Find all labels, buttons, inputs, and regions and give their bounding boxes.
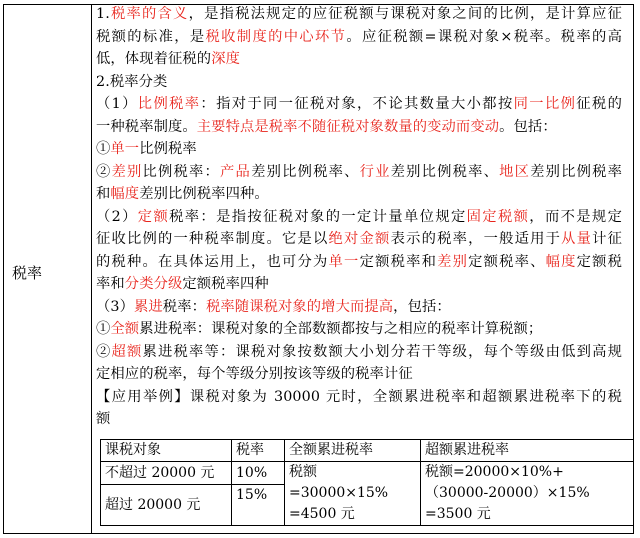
definition-line-3 <box>96 48 622 71</box>
text: 定额税 <box>576 253 623 270</box>
text: ① <box>96 141 111 157</box>
example-table <box>100 439 634 526</box>
table-cell-line: （30000-20000）×15% <box>425 485 590 501</box>
table-cell: 超过 20000 元 <box>101 485 232 526</box>
proportional-line-1 <box>96 93 622 116</box>
text: 征收比例的一种税率制度。它是以 <box>96 231 329 247</box>
table-header-cell: 全额累进税率 <box>285 440 421 462</box>
highlight-text: 差别 <box>111 163 143 180</box>
highlight-text: 单一 <box>328 253 360 270</box>
text: 一种税率制度。 <box>96 118 197 135</box>
text: 差别比例税率四种。 <box>139 186 269 202</box>
text: 税额的标准，是 <box>96 28 206 45</box>
text: 2.税率分类 <box>96 73 168 90</box>
highlight-text: 税率随课税对象的增大而提高 <box>206 298 394 315</box>
single-proportional-line <box>96 138 622 161</box>
text: 的税种。在具体运用上，也可分为 <box>96 253 329 270</box>
highlight-text: 深度 <box>211 51 240 67</box>
text: ，包括： <box>393 298 451 315</box>
text: 【应用举例】课税对象为 30000 元时，全额累进税率和超额累进税率下的税 <box>96 388 622 405</box>
text: 比例税率： <box>142 163 221 180</box>
highlight-text: 绝对金额 <box>328 231 391 247</box>
text: ：指对于同一征税对象，不论其数量大小都按 <box>200 96 514 112</box>
highlight-text: 全额 <box>110 321 140 337</box>
text: 税率： <box>162 298 206 315</box>
table-cell: 10% <box>232 462 285 485</box>
text: 定额税率、 <box>468 253 546 270</box>
example-line-1 <box>96 386 622 409</box>
table-cell-line: 税额=20000×10%+ <box>425 464 564 480</box>
text: 定额税率四种 <box>182 276 269 292</box>
text: 差别比例税率、 <box>251 163 360 180</box>
text: ，而不是规定 <box>529 208 622 225</box>
table-header-cell: 课税对象 <box>101 440 232 462</box>
table-header-row <box>101 440 634 462</box>
text: 差别比例税率、 <box>390 163 500 180</box>
highlight-text: 地区 <box>499 163 531 180</box>
text: 差别比例税率 <box>530 163 623 180</box>
full-progressive-line <box>96 318 622 341</box>
highlight-text: 同一比例 <box>513 96 577 112</box>
highlight-text: 主要特点是税率不随征税对象数量的变动而变动 <box>196 118 500 135</box>
text: 累进税率等：课税对象按数额大小划分若干等级，每个等级由低到高规 <box>142 343 622 360</box>
text: ② <box>96 343 112 360</box>
content-cell <box>96 3 622 431</box>
highlight-text: 单一 <box>110 141 140 157</box>
text: 和 <box>96 186 111 202</box>
highlight-text: 税收制度的中心环节 <box>205 28 347 45</box>
fixed-line-4 <box>96 273 622 296</box>
text: 。包括： <box>499 118 557 135</box>
table-cell: 不超过 20000 元 <box>101 462 232 485</box>
text: 征税的 <box>576 96 622 112</box>
text: 计征 <box>592 231 623 247</box>
table-cell-line: =4500 元 <box>289 506 355 522</box>
definition-line-1 <box>96 3 622 26</box>
table-row <box>101 462 634 485</box>
text: 率和 <box>96 276 125 292</box>
classification-heading <box>96 71 622 94</box>
differential-line-1 <box>96 161 622 184</box>
text: 定额税率和 <box>359 253 438 270</box>
fixed-line-3 <box>96 251 622 274</box>
row-label: 税率 <box>12 264 43 282</box>
text: 低，体现着征税的 <box>96 51 212 67</box>
highlight-text: 幅度 <box>110 186 140 202</box>
highlight-text: 超额 <box>111 343 143 360</box>
full-progressive-cell <box>285 462 421 526</box>
table-cell-line: =3500 元 <box>425 506 491 522</box>
highlight-text: 固定税额 <box>466 208 530 225</box>
table-header-cell: 税率 <box>232 440 285 462</box>
highlight-text: 定额 <box>137 208 170 225</box>
proportional-line-2 <box>96 116 622 139</box>
fixed-line-1 <box>96 206 622 229</box>
fixed-line-2 <box>96 228 622 251</box>
table-cell: 15% <box>232 485 285 526</box>
text: 税率：是指按征税对象的一定计量单位规定 <box>169 208 467 225</box>
row-label-cell <box>4 5 92 533</box>
highlight-text: 幅度 <box>545 253 577 270</box>
highlight-text: 差别 <box>437 253 469 270</box>
differential-line-2 <box>96 183 622 206</box>
text: （2） <box>96 208 138 225</box>
text: 表示的税率，一般适用于 <box>390 231 562 247</box>
highlight-text: 比例税率 <box>137 96 201 112</box>
highlight-text: 分类分级 <box>124 276 183 292</box>
highlight-text: 产品 <box>220 163 252 180</box>
highlight-text: 税率的含义 <box>109 6 189 22</box>
text: 比例税率 <box>139 141 197 157</box>
text: 定相应的税率，每个等级分别按该等级的税率计征 <box>96 366 413 382</box>
text: ② <box>96 163 112 180</box>
table-header-cell: 超额累进税率 <box>421 440 634 462</box>
definition-line-2 <box>96 26 622 49</box>
excess-progressive-cell <box>421 462 634 526</box>
example-line-2 <box>96 408 622 431</box>
highlight-text: 从量 <box>561 231 593 247</box>
text: ，是指税法规定的应征税额与课税对象之间的比例，是计算应征 <box>188 6 623 22</box>
text: （1） <box>96 96 138 112</box>
excess-progressive-line-1 <box>96 341 622 364</box>
text: 。应征税额=课税对象×税率。税率的高 <box>346 28 623 45</box>
text: 1. <box>96 6 110 22</box>
highlight-text: 累进 <box>134 298 163 315</box>
text: 累进税率：课税对象的全部数额都按与之相应的税率计算税额； <box>139 321 543 337</box>
table-cell-line: 税额=30000×15% <box>289 464 389 501</box>
excess-progressive-line-2 <box>96 363 622 386</box>
text: 额 <box>96 411 111 427</box>
progressive-line <box>96 296 622 319</box>
highlight-text: 行业 <box>359 163 391 180</box>
text: ① <box>96 321 111 337</box>
text: （3） <box>96 298 134 315</box>
